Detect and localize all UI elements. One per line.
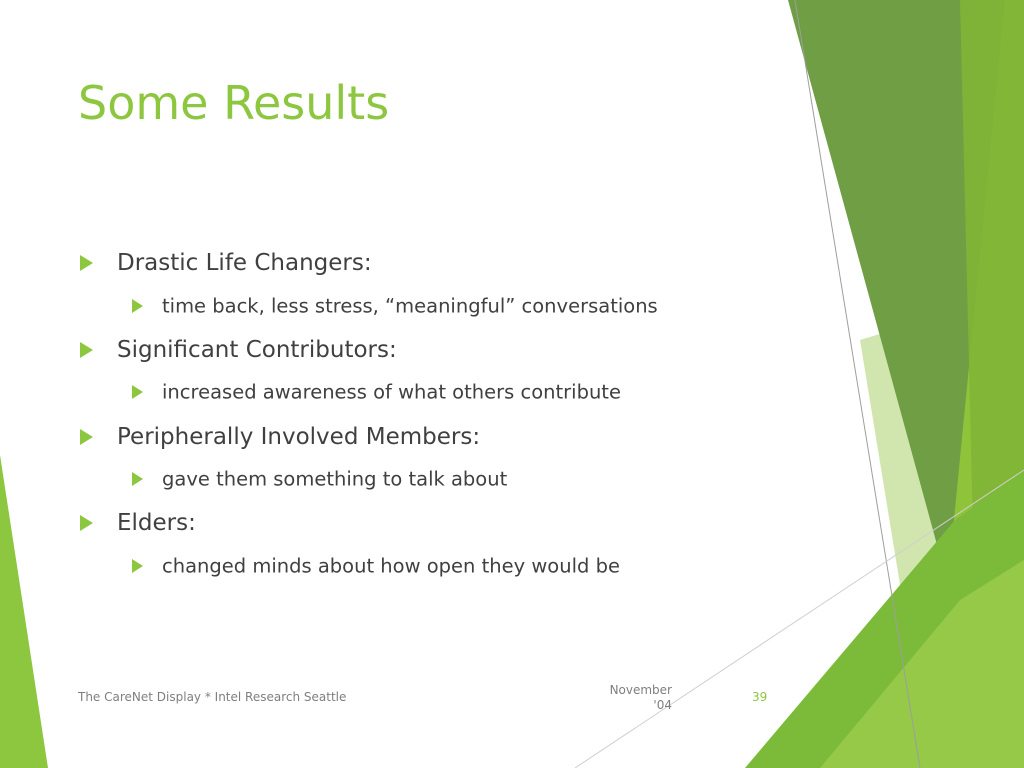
sub-bullet-arrow-icon (132, 299, 143, 313)
sub-bullet-arrow-icon (132, 559, 143, 573)
slide-title: Some Results (78, 76, 390, 130)
sub-bullet-arrow-icon (132, 472, 143, 486)
footer-text: The CareNet Display * Intel Research Seattle (78, 690, 347, 704)
bullet-label: Drastic Life Changers: (117, 250, 372, 276)
sub-bullet-text: changed minds about how open they would be (162, 554, 620, 578)
left-green-wedge (0, 455, 48, 768)
sub-bullet-arrow-icon (132, 385, 143, 399)
bullet-label: Peripherally Involved Members: (117, 424, 481, 450)
bullet-label: Elders: (117, 510, 196, 536)
bullet-arrow-icon (80, 515, 93, 531)
slide-number: 39 (752, 690, 768, 704)
sub-bullet-text: increased awareness of what others contribute (162, 380, 621, 404)
bullet-arrow-icon (80, 429, 93, 445)
footer-date: November '04 (609, 683, 672, 712)
sub-bullet-text: time back, less stress, “meaningful” conversations (162, 294, 658, 318)
sub-bullet-text: gave them something to talk about (162, 467, 508, 491)
bullet-arrow-icon (80, 255, 93, 271)
bullet-arrow-icon (80, 342, 93, 358)
bullet-label: Significant Contributors: (117, 337, 397, 363)
